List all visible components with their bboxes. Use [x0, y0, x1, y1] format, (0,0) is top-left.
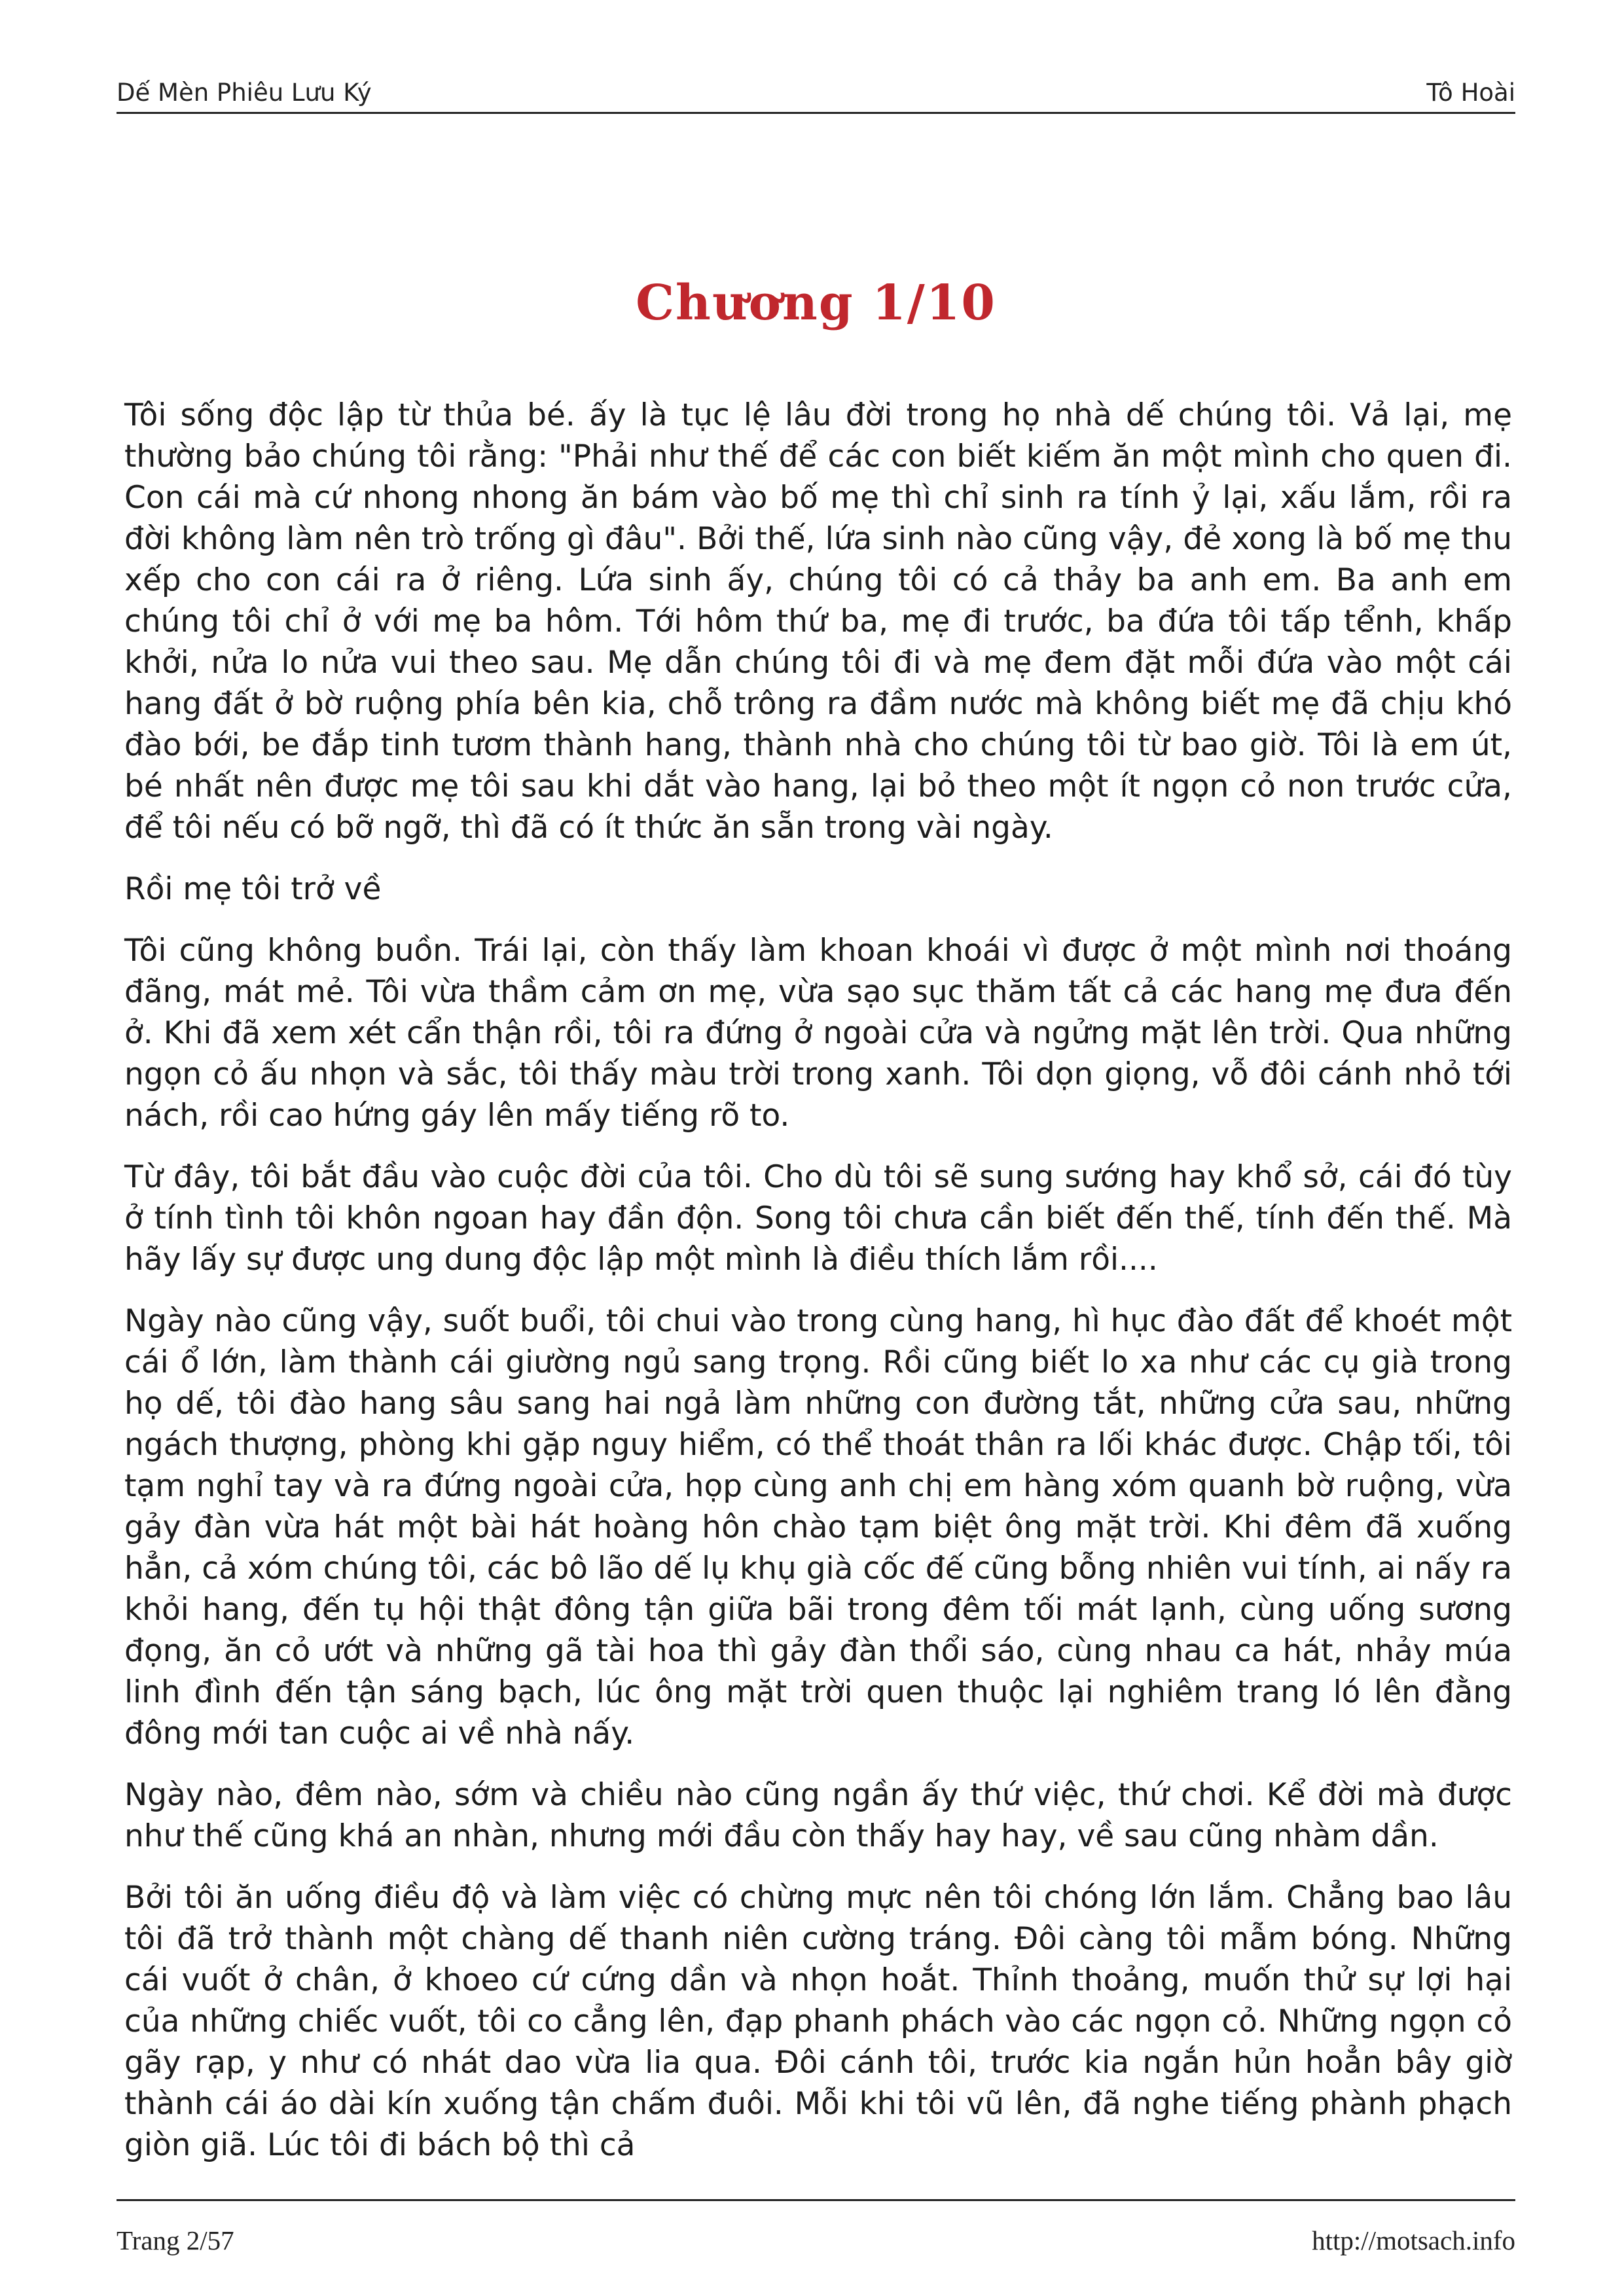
chapter-body — [124, 395, 1512, 2186]
running-footer — [117, 2199, 1515, 2256]
running-header — [117, 71, 1515, 114]
paragraph-1: Tôi sống độc lập từ thủa bé. ấy là tục lệ lâu đời trong họ nhà dế chúng tôi. Vả lại, mẹ thường bảo chúng tôi rằng: "Phải như thế để các con biết kiếm ăn một mình cho quen đi. Con cái mà cứ nhong nhong ăn bám vào bố mẹ thì chỉ sinh ra tính ỷ lại, xấu lắm, rồi ra đời không làm nên trò trống gì đâu". Bởi thế, lứa sinh nào cũng vậy, đẻ xong là bố mẹ thu xếp cho con cái ra ở riêng. Lứa sinh ấy, chúng tôi có cả thảy ba anh em. Ba anh em chúng tôi chỉ ở với mẹ ba hôm. Tới hôm thứ ba, mẹ đi trước, ba đứa tôi tấp tểnh, khấp khởi, nửa lo nửa vui theo sau. Mẹ dẫn chúng tôi đi và mẹ đem đặt mỗi đứa vào một cái hang đất ở bờ ruộng phía bên kia, chỗ trông ra đầm nước mà không biết mẹ đã chịu khó đào bới, be đắp tinh tươm thành hang, thành nhà cho chúng tôi từ bao giờ. Tôi là em út, bé nhất nên được mẹ tôi sau khi dắt vào hang, lại bỏ theo một ít ngọn cỏ non trước cửa, để tôi nếu có bỡ ngỡ, thì đã có ít thức ăn sẵn trong vài ngày. — [124, 397, 1512, 846]
paragraph-7: Bởi tôi ăn uống điều độ và làm việc có chừng mực nên tôi chóng lớn lắm. Chẳng bao lâu tôi đã trở thành một chàng dế thanh niên cường tráng. Đôi càng tôi mẫm bóng. Những cái vuốt ở chân, ở khoeo cứ cứng dần và nhọn hoắt. Thỉnh thoảng, muốn thử sự lợi hại của những chiếc vuốt, tôi co cẳng lên, đạp phanh phách vào các ngọn cỏ. Những ngọn cỏ gãy rạp, y như có nhát dao vừa lia qua. Đôi cánh tôi, trước kia ngắn hủn hoẳn bây giờ thành cái áo dài kín xuống tận chấm đuôi. Mỗi khi tôi vũ lên, đã nghe tiếng phành phạch giòn giã. Lúc tôi đi bách bộ thì cả — [124, 1880, 1512, 2163]
page-number: Trang 2/57 — [117, 2225, 234, 2255]
chapter-title: Chương 1/10 — [636, 275, 996, 331]
paragraph-4: Từ đây, tôi bắt đầu vào cuộc đời của tôi. Cho dù tôi sẽ sung sướng hay khổ sở, cái đó tùy ở tính tình tôi khôn ngoan hay đần độn. Song tôi chưa cần biết đến thế, tính đến thế. Mà hãy lấy sự được ung dung độc lập một mình là điều thích lắm rồi.... — [124, 1159, 1512, 1278]
author-name: Tô Hoài — [1426, 79, 1515, 107]
book-title: Dế Mèn Phiêu Lưu Ký — [117, 79, 372, 107]
paragraph-6: Ngày nào, đêm nào, sớm và chiều nào cũng ngần ấy thứ việc, thứ chơi. Kể đời mà được như thế cũng khá an nhàn, nhưng mới đầu còn thấy hay hay, về sau cũng nhàm dần. — [124, 1777, 1512, 1854]
paragraph-2: Rồi mẹ tôi trở về — [124, 871, 382, 907]
paragraph-3: Tôi cũng không buồn. Trái lại, còn thấy làm khoan khoái vì được ở một mình nơi thoáng đãng, mát mẻ. Tôi vừa thầm cảm ơn mẹ, vừa sạo sục thăm tất cả các hang mẹ đưa đến ở. Khi đã xem xét cẩn thận rồi, tôi ra đứng ở ngoài cửa và ngửng mặt lên trời. Qua những ngọn cỏ ấu nhọn và sắc, tôi thấy màu trời trong xanh. Tôi dọn giọng, vỗ đôi cánh nhỏ tới nách, rồi cao hứng gáy lên mấy tiếng rõ to. — [124, 933, 1512, 1134]
site-link[interactable]: http://motsach.info — [1312, 2225, 1515, 2255]
paragraph-5: Ngày nào cũng vậy, suốt buổi, tôi chui vào trong cùng hang, hì hục đào đất để khoét một cái ổ lớn, làm thành cái giường ngủ sang trọng. Rồi cũng biết lo xa như các cụ già trong họ dế, tôi đào hang sâu sang hai ngả làm những con đường tắt, những cửa sau, những ngách thượng, phòng khi gặp nguy hiểm, có thể thoát thân ra lối khác được. Chập tối, tôi tạm nghỉ tay và ra đứng ngoài cửa, họp cùng anh chị em hàng xóm quanh bờ ruộng, vừa gảy đàn vừa hát một bài hát hoàng hôn chào tạm biệt ông mặt trời. Khi đêm đã xuống hẳn, cả xóm chúng tôi, các bô lão dế lụ khụ già cốc đế cũng bỗng nhiên vui tính, ai nấy ra khỏi hang, đến tụ hội thật đông tận giữa bãi trong đêm tối mát lạnh, cùng uống sương đọng, ăn cỏ ướt và những gã tài hoa thì gảy đàn thổi sáo, cùng nhau ca hát, nhảy múa linh đình đến tận sáng bạch, lúc ông mặt trời quen thuộc lại nghiêm trang ló lên đằng đông mới tan cuộc ai về nhà nấy. — [124, 1303, 1512, 1751]
